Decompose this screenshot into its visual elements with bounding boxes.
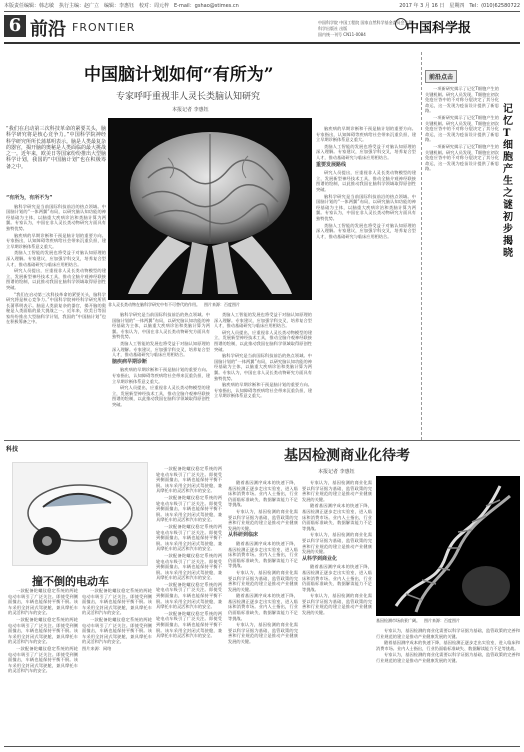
lead-column-4: 脑疾病的早期诊断和干预是脑计划的重要方向。专家指出，认知障碍等疾病给社会带来沉重负担，建立早期诊断体系意义重大。 类脑人工智能的发展也将受益于对脑认知原理的深入理解。专家建议，应加强学科交叉，培养复合型人才，推动基础研究与临床应用相结合。 重要发展路线 研究人员提出，应重视非人灵长类动物模型的建立，发展新型神经技术工具，推动全脑介观神经联接图谱的绘制，以此推动我国在脑科学领域取得原创性突破。 脑科学研究是当前国际科技前沿的热点领域。中国脑计划的“一体两翼”布局，以研究脑认知功能的神经基础为主体，以脑重大疾病诊治和类脑计算为两翼。专家认为，中国在非人灵长类动物研究方面具有独特优势。 类脑人工智能的发展也将受益于对脑认知原理的深入理解。专家建议，应加强学科交叉，培养复合型人才，推动基础研究与临床应用相结合。	[316, 126, 416, 239]
gene-column-3: 专家认为，基因检测的商业化需要以科学证据为基础，监管政策的完善和行业规范的建立是推动产业健康发展的关键。 随着基因测序成本的快速下降，基因检测正逐步走出实验室，进入临床和消费市场。业内人士指出，行业仍面临标准缺失、数据解读能力不足等挑战。 专家认为，基因检测的商业化需要以科学证据为基础，监管政策的完善和行业规范的建立是推动产业健康发展的关键。	[376, 628, 520, 663]
lead-byline: 本报记者 李惠钰	[172, 107, 209, 113]
sidebar-headline: 记忆T细胞产生之谜初步揭晓	[503, 104, 513, 259]
gene-subhead-2: 从科学到商业化	[302, 555, 338, 562]
sidebar-body: 一项新研究揭示了记忆T细胞产生的关键机制。研究人员发现，T细胞在初次免疫应答中的不对称分裂决定了其分化命运，这一发现为疫苗设计提供了新思路。 一项新研究揭示了记忆T细胞产生的关键机制。研究人员发现，T细胞在初次免疫应答中的不对称分裂决定了其分化命运，这一发现为疫苗设计提供了新思路。 一项新研究揭示了记忆T细胞产生的关键机制。研究人员发现，T细胞在初次免疫应答中的不对称分裂决定了其分化命运，这一发现为疫苗设计提供了新思路。	[425, 86, 499, 172]
column-4-subhead: 重要发展路线	[316, 161, 347, 168]
gene-subhead-1: 从科研到临床	[228, 532, 259, 539]
sidebar-label: 前沿点击	[425, 70, 457, 83]
section-name: 前沿	[30, 19, 66, 40]
car-photo-caption: 图片来源：网络	[82, 645, 112, 651]
lead-column-2: 脑科学研究是当前国际科技前沿的热点领域。中国脑计划的“一体两翼”布局，以研究脑认知功能的神经基础为主体，以脑重大疾病诊治和类脑计算为两翼。专家认为，中国在非人灵长类动物研究方面具有独特优势。 类脑人工智能的发展也将受益于对脑认知原理的深入理解。专家建议，应加强学科交叉，培养复合型人才，推动基础研究与临床应用相结合。 脑疾病早期诊断 脑疾病的早期诊断和干预是脑计划的重要方向。专家指出，认知障碍等疾病给社会带来沉重负担，建立早期诊断体系意义重大。 研究人员提出，应重视非人灵长类动物模型的建立，发展新型神经技术工具，推动全脑介观神经联接图谱的绘制，以此推动我国在脑科学领域取得原创性突破。	[112, 312, 210, 407]
publisher-info: 中国科学院 中国工程院 国家自然科学基金委员会主管 科学出版社 出版 国内统一刊号 CN11-0084	[318, 20, 413, 37]
editor-info: 本版责任编辑：韩志敏 执行主编：赵广立 编辑：李惠钰 校对：周元梓 E-mail：gshao@stimes.cn	[4, 3, 239, 9]
dna-photo-caption: 基因检测市场前景广阔。 图片来源：百度图片	[376, 618, 460, 623]
gene-column-1: 随着基因测序成本的快速下降，基因检测正逐步走出实验室，进入临床和消费市场。业内人士指出，行业仍面临标准缺失、数据解读能力不足等挑战。 专家认为，基因检测的商业化需要以科学证据为基础，监管政策的完善和行业规范的建立是推动产业健康发展的关键。 从科研到临床 随着基因测序成本的快速下降，基因检测正逐步走出实验室，进入临床和消费市场。业内人士指出，行业仍面临标准缺失、数据解读能力不足等挑战。 专家认为，基因检测的商业化需要以科学证据为基础，监管政策的完善和行业规范的建立是推动产业健康发展的关键。 随着基因测序成本的快速下降，基因检测正逐步走出实验室，进入临床和消费市场。业内人士指出，行业仍面临标准缺失、数据解读能力不足等挑战。 专家认为，基因检测的商业化需要以科学证据为基础，监管政策的完善和行业规范的建立是推动产业健康发展的关键。	[228, 480, 298, 645]
car-column-1: 一款配备陀螺仪稳定系统的两轮电动车吸引了广泛关注。即使受到侧面撞击，车辆也能保持平衡不倒。该车采用全封闭式驾驶舱，兼具摩托车的灵活和汽车的安全。 一款配备陀螺仪稳定系统的两轮电动车吸引了广泛关注。即使受到侧面撞击，车辆也能保持平衡不倒。该车采用全封闭式驾驶舱，兼具摩托车的灵活和汽车的安全。 一款配备陀螺仪稳定系统的两轮电动车吸引了广泛关注。即使受到侧面撞击，车辆也能保持平衡不倒。该车采用全封闭式驾驶舱，兼具摩托车的灵活和汽车的安全。	[8, 588, 78, 674]
lead-subheadline: 专家呼吁重视非人灵长类脑认知研究	[116, 92, 261, 102]
car-headline: 撞不倒的电动车	[32, 575, 109, 588]
footer-rule	[4, 746, 520, 747]
header-rule	[4, 11, 520, 12]
lead-column-3: 类脑人工智能的发展也将受益于对脑认知原理的深入理解。专家建议，应加强学科交叉，培养复合型人才，推动基础研究与临床应用相结合。 研究人员提出，应重视非人灵长类动物模型的建立，发展新型神经技术工具，推动全脑介观神经联接图谱的绘制，以此推动我国在脑科学领域取得原创性突破。 脑科学研究是当前国际科技前沿的热点领域。中国脑计划的“一体两翼”布局，以研究脑认知功能的神经基础为主体，以脑重大疾病诊治和类脑计算为两翼。专家认为，中国在非人灵长类动物研究方面具有独特优势。 脑疾病的早期诊断和干预是脑计划的重要方向。专家指出，认知障碍等疾病给社会带来沉重负担，建立早期诊断体系意义重大。	[214, 312, 312, 399]
lead-column-1: “有所为，有所不为” 脑科学研究是当前国际科技前沿的热点领域。中国脑计划的“一体两翼”布局，以研究脑认知功能的神经基础为主体，以脑重大疾病诊治和类脑计算为两翼。专家认为，中国在非人灵长类动物研究方面具有独特优势。 脑疾病的早期诊断和干预是脑计划的重要方向。专家指出，认知障碍等疾病给社会带来沉重负担，建立早期诊断体系意义重大。 类脑人工智能的发展也将受益于对脑认知原理的深入理解。专家建议，应加强学科交叉，培养复合型人才，推动基础研究与临床应用相结合。 研究人员提出，应重视非人灵长类动物模型的建立，发展新型神经技术工具，推动全脑介观神经联接图谱的绘制，以此推动我国在脑科学领域取得原创性突破。 “我们在启动第三次科技革命的紧要关头，脑科学研究将是核心竞争力。”中国科学院神经科学研究所所长蒲慕明表示。脑是人类最复杂的器官，揭开脑的奥秘是人类面临的最大挑战之一。近年来，欧美日等国家纷纷推出大型脑科学计划，我国的“中国脑计划”也在积极筹备之中。	[6, 195, 106, 325]
section-rule	[4, 42, 520, 44]
newspaper-logo: 中国科学报	[406, 21, 472, 36]
section-divider	[4, 440, 520, 441]
gene-byline: 本报记者 李惠钰	[318, 469, 355, 475]
car-column-3: 一款配备陀螺仪稳定系统的两轮电动车吸引了广泛关注。即使受到侧面撞击，车辆也能保持平衡不倒。该车采用全封闭式驾驶舱，兼具摩托车的灵活和汽车的安全。 一款配备陀螺仪稳定系统的两轮电动车吸引了广泛关注。即使受到侧面撞击，车辆也能保持平衡不倒。该车采用全封闭式驾驶舱，兼具摩托车的灵活和汽车的安全。 一款配备陀螺仪稳定系统的两轮电动车吸引了广泛关注。即使受到侧面撞击，车辆也能保持平衡不倒。该车采用全封闭式驾驶舱，兼具摩托车的灵活和汽车的安全。 一款配备陀螺仪稳定系统的两轮电动车吸引了广泛关注。即使受到侧面撞击，车辆也能保持平衡不倒。该车采用全封闭式驾驶舱，兼具摩托车的灵活和汽车的安全。 一款配备陀螺仪稳定系统的两轮电动车吸引了广泛关注。即使受到侧面撞击，车辆也能保持平衡不倒。该车采用全封闭式驾驶舱，兼具摩托车的灵活和汽车的安全。 一款配备陀螺仪稳定系统的两轮电动车吸引了广泛关注。即使受到侧面撞击，车辆也能保持平衡不倒。该车采用全封闭式驾驶舱，兼具摩托车的灵活和汽车的安全。	[156, 466, 222, 639]
date-info: 2017 年 3 月 16 日 星期四 Tel：(010)62580722	[399, 3, 520, 9]
lead-paragraph: “我们在启动第三次科技革命的紧要关头，脑科学研究将是核心竞争力。”中国科学院神经科学研究所所长蒲慕明表示。脑是人类最复杂的器官，揭开脑的奥秘是人类面临的最大挑战之一。近年来，欧美日等国家纷纷推出大型脑科学计划，我国的“中国脑计划”也在积极筹备之中。	[6, 126, 107, 170]
tech-section-label: 科技	[6, 446, 19, 453]
column-1-subhead: “有所为，有所不为”	[6, 195, 53, 201]
car-illustration	[13, 463, 147, 565]
brain-photo-caption: 非人灵长类动物在脑科学研究中有不可替代的作用。 图片来源：百度图片	[108, 302, 240, 307]
lead-headline: 中国脑计划如何“有所为”	[84, 65, 274, 85]
car-column-2: 一款配备陀螺仪稳定系统的两轮电动车吸引了广泛关注。即使受到侧面撞击，车辆也能保持平衡不倒。该车采用全封闭式驾驶舱，兼具摩托车的灵活和汽车的安全。 一款配备陀螺仪稳定系统的两轮电动车吸引了广泛关注。即使受到侧面撞击，车辆也能保持平衡不倒。该车采用全封闭式驾驶舱，兼具摩托车的灵活和汽车的安全。 图片来源：网络	[82, 588, 152, 651]
electric-car-photo	[12, 462, 148, 566]
column-2-subhead: 脑疾病早期诊断	[112, 358, 148, 365]
dna-helix-illustration	[376, 476, 520, 616]
gene-column-2: 专家认为，基因检测的商业化需要以科学证据为基础，监管政策的完善和行业规范的建立是推动产业健康发展的关键。 随着基因测序成本的快速下降，基因检测正逐步走出实验室，进入临床和消费市场。业内人士指出，行业仍面临标准缺失、数据解读能力不足等挑战。 专家认为，基因检测的商业化需要以科学证据为基础，监管政策的完善和行业规范的建立是推动产业健康发展的关键。 从科学到商业化 随着基因测序成本的快速下降，基因检测正逐步走出实验室，进入临床和消费市场。业内人士指出，行业仍面临标准缺失、数据解读能力不足等挑战。 专家认为，基因检测的商业化需要以科学证据为基础，监管政策的完善和行业规范的建立是推动产业健康发展的关键。	[302, 480, 372, 616]
section-number: 6	[4, 15, 26, 37]
section-name-en: FRONTIER	[72, 21, 136, 34]
brain-illustration	[108, 118, 312, 300]
page-header-info	[4, 2, 520, 11]
gene-headline: 基因检测商业化待考	[284, 448, 410, 464]
dna-photo	[376, 476, 520, 616]
brain-photo	[108, 118, 312, 300]
